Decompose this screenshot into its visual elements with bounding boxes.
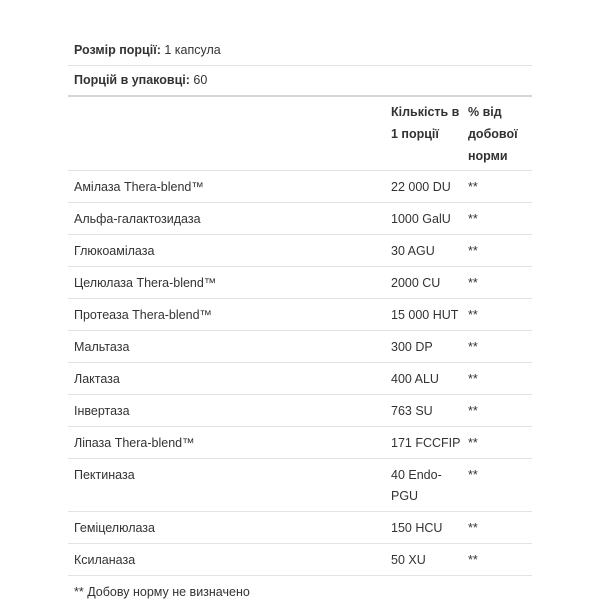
table-row — [68, 299, 532, 331]
ingredient-amount: 2000 CU — [385, 267, 462, 299]
table-row — [68, 395, 532, 427]
ingredient-name: Мальтаза — [68, 331, 385, 363]
table-header-row — [68, 97, 532, 171]
ingredient-amount: 1000 GalU — [385, 203, 462, 235]
daily-value-footnote: ** Добову норму не визначено — [74, 585, 250, 599]
ingredient-name: Інвертаза — [68, 395, 385, 427]
ingredient-name: Протеаза Thera-blend™ — [68, 299, 385, 331]
header-name — [68, 97, 385, 171]
ingredient-amount: 300 DP — [385, 331, 462, 363]
serving-size-value: 1 капсула — [164, 43, 221, 57]
ingredient-amount: 40 Endo-PGU — [385, 459, 462, 512]
table-row — [68, 544, 532, 576]
table-row — [68, 459, 532, 512]
ingredient-daily-value: ** — [462, 235, 532, 267]
servings-per-container-label: Порцій в упаковці: — [74, 73, 190, 87]
table-row — [68, 235, 532, 267]
ingredient-name: Пектиназа — [68, 459, 385, 512]
ingredient-daily-value: ** — [462, 459, 532, 512]
table-row — [68, 363, 532, 395]
header-daily-value: % від добової норми — [462, 97, 532, 171]
serving-size-label: Розмір порції: — [74, 43, 161, 57]
ingredient-daily-value: ** — [462, 299, 532, 331]
ingredient-daily-value: ** — [462, 331, 532, 363]
ingredients-table — [68, 97, 532, 576]
servings-per-container-value: 60 — [193, 73, 208, 87]
ingredient-daily-value: ** — [462, 203, 532, 235]
ingredient-name: Геміцелюлаза — [68, 512, 385, 544]
ingredient-amount: 50 XU — [385, 544, 462, 576]
ingredient-daily-value: ** — [462, 427, 532, 459]
table-row — [68, 203, 532, 235]
ingredient-amount: 171 FCCFIP — [385, 427, 462, 459]
ingredient-daily-value: ** — [462, 544, 532, 576]
table-row — [68, 331, 532, 363]
table-row — [68, 267, 532, 299]
table-row — [68, 427, 532, 459]
servings-per-container-row — [68, 66, 532, 97]
ingredient-amount: 150 HCU — [385, 512, 462, 544]
table-row — [68, 171, 532, 203]
ingredient-name: Амілаза Thera-blend™ — [68, 171, 385, 203]
ingredient-daily-value: ** — [462, 267, 532, 299]
ingredient-amount: 763 SU — [385, 395, 462, 427]
serving-size-row — [68, 36, 532, 66]
ingredient-name: Ліпаза Thera-blend™ — [68, 427, 385, 459]
ingredient-name: Лактаза — [68, 363, 385, 395]
ingredient-name: Целюлаза Thera-blend™ — [68, 267, 385, 299]
ingredient-amount: 22 000 DU — [385, 171, 462, 203]
ingredient-daily-value: ** — [462, 363, 532, 395]
supplement-facts-panel — [68, 36, 532, 603]
table-row — [68, 512, 532, 544]
ingredient-amount: 30 AGU — [385, 235, 462, 267]
ingredient-amount: 15 000 HUT — [385, 299, 462, 331]
ingredient-daily-value: ** — [462, 512, 532, 544]
ingredient-daily-value: ** — [462, 171, 532, 203]
ingredient-name: Ксиланаза — [68, 544, 385, 576]
ingredient-daily-value: ** — [462, 395, 532, 427]
ingredient-name: Глюкоамілаза — [68, 235, 385, 267]
ingredient-name: Альфа-галактозидаза — [68, 203, 385, 235]
ingredient-amount: 400 ALU — [385, 363, 462, 395]
header-amount: Кількість в 1 порції — [385, 97, 462, 171]
